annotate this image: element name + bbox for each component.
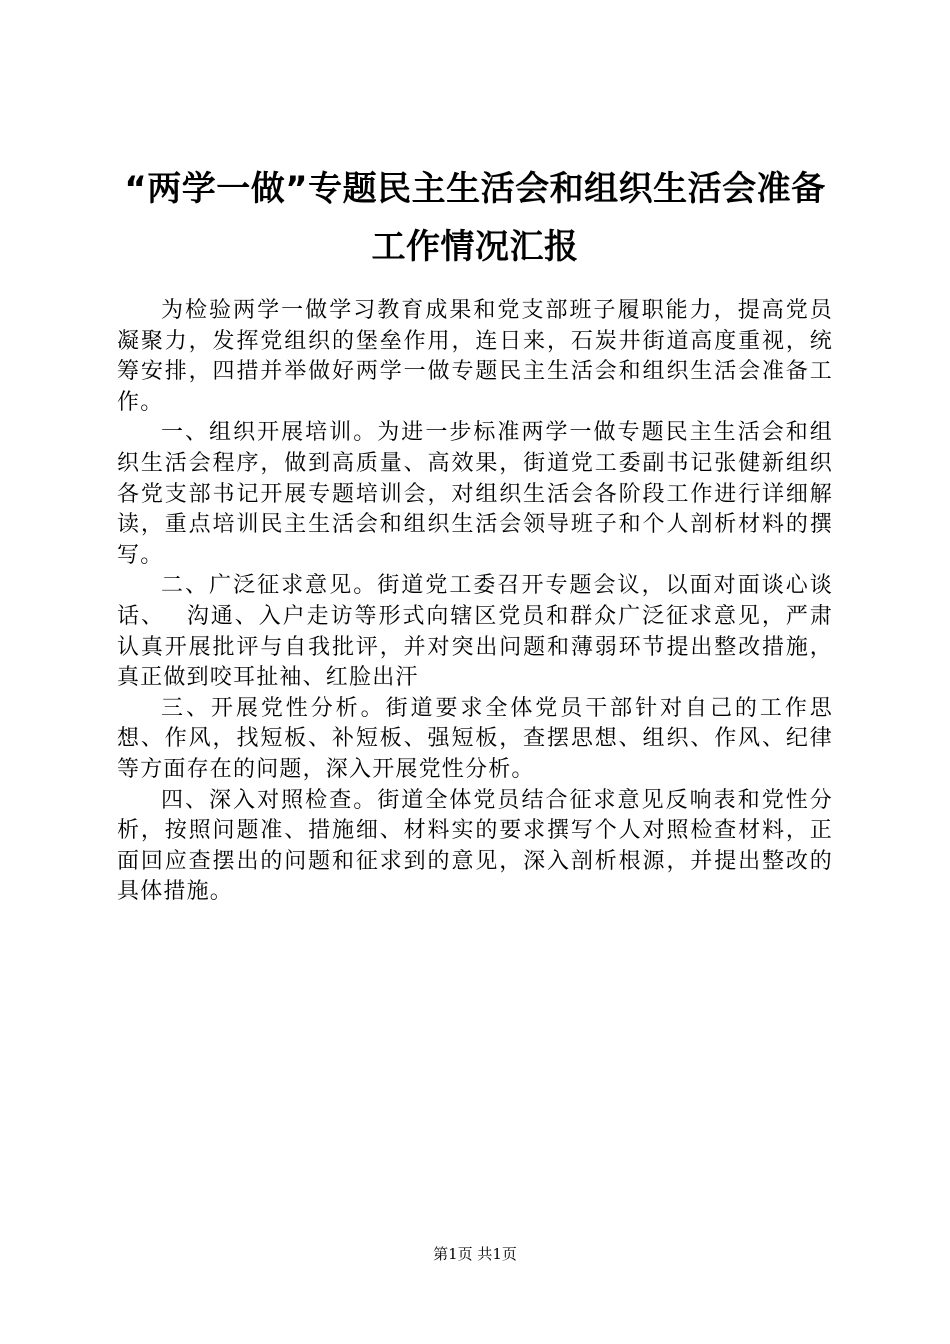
paragraph-opinions: 二、广泛征求意见。街道党工委召开专题会议，以面对面谈心谈话、 沟通、入户走访等形式向辖区党员和群众广泛征求意见，严肃认真开展批评与自我批评，并对突出问题和薄弱环节提出整改措施，真正做到咬耳扯袖、红脸出汗 xyxy=(117,573,833,691)
paragraph-training: 一、组织开展培训。为进一步标准两学一做专题民主生活会和组织生活会程序，做到高质量、高效果，街道党工委副书记张健新组织各党支部书记开展专题培训会，对组织生活会各阶段工作进行详细解读，重点培训民主生活会和组织生活会领导班子和个人剖析材料的撰写。 xyxy=(117,420,833,568)
page-footer: 第1页 共1页 xyxy=(433,1245,517,1263)
paragraph-intro: 为检验两学一做学习教育成果和党支部班子履职能力，提高党员凝聚力，发挥党组织的堡垒作用，连日来，石炭井街道高度重视，统筹安排，四措并举做好两学一做专题民主生活会和组织生活会准备工作。 xyxy=(117,298,833,415)
document-title: “两学一做”专题民主生活会和组织生活会准备工作情况汇报 xyxy=(124,169,826,267)
paragraph-party-analysis: 三、开展党性分析。街道要求全体党员干部针对自己的工作思想、作风，找短板、补短板、强短板，查摆思想、组织、作风、纪律等方面存在的问题，深入开展党性分析。 xyxy=(117,695,833,782)
document-body xyxy=(117,296,833,908)
paragraph-self-inspection: 四、深入对照检查。街道全体党员结合征求意见反响表和党性分析，按照问题准、措施细、材料实的要求撰写个人对照检查材料，正面回应查摆出的问题和征求到的意见，深入剖析根源，并提出整改的具体措施。 xyxy=(117,787,833,905)
